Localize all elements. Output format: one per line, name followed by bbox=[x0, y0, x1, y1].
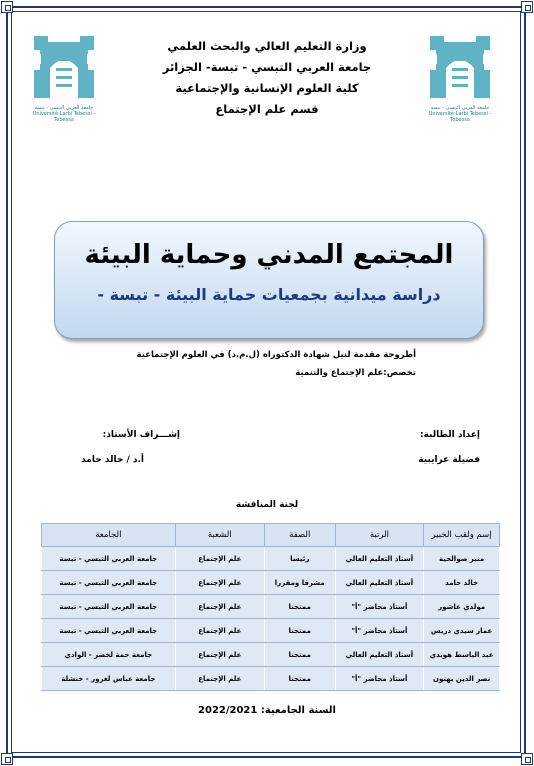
cell-university: جامعة عباس لغرور - خنشلة bbox=[42, 667, 176, 691]
university-logo-left bbox=[32, 34, 96, 123]
supervisor-label: إشـــراف الأستاذ: bbox=[102, 430, 180, 440]
thesis-title: المجتمع المدني وحماية البيئة bbox=[84, 240, 454, 270]
column-header-university: الجامعة bbox=[42, 524, 176, 547]
column-header-rank: الرتبة bbox=[335, 524, 424, 547]
ministry-name: وزارة التعليم العالي والبحث العلمي bbox=[167, 39, 367, 53]
table-row bbox=[42, 643, 500, 667]
cell-role: ممتحنا bbox=[264, 619, 335, 643]
university-logo-right bbox=[428, 34, 492, 123]
table-row bbox=[42, 667, 500, 691]
cell-field: علم الإجتماع bbox=[175, 595, 264, 619]
border-corner bbox=[1, 1, 13, 13]
table-header-row bbox=[42, 524, 500, 547]
cell-role: رئيسا bbox=[264, 547, 335, 571]
cell-rank: أستاذ التعليم العالي bbox=[335, 571, 424, 595]
cell-field: علم الإجتماع bbox=[175, 619, 264, 643]
cell-name: عبد الباسط هويدي bbox=[424, 643, 500, 667]
university-emblem bbox=[32, 34, 96, 104]
student-name: فضيلة عرايبية bbox=[418, 455, 480, 465]
thesis-subtitle: دراسة ميدانية بجمعيات حماية البيئة - تبسة - bbox=[97, 285, 441, 304]
table-row bbox=[42, 619, 500, 643]
logo-name-fr: Université Larbi Tebessi - Tébessa bbox=[428, 111, 492, 123]
degree-line: أطروحة مقدمة لنيل شهادة الدكتوراه (ل.م.د) في العلوم الإجتماعية bbox=[136, 350, 416, 360]
cell-rank: أستاذ التعليم العالي bbox=[335, 547, 424, 571]
column-header-name: إسم ولقب الخبير bbox=[424, 524, 500, 547]
border-corner bbox=[521, 1, 533, 13]
logo-name-ar: جامعة العربي التبسي - تبسة bbox=[34, 105, 94, 111]
cell-field: علم الإجتماع bbox=[175, 571, 264, 595]
cell-university: جامعة العربي التبسي - تبسة bbox=[42, 619, 176, 643]
cell-rank: أستاذ محاضر "أ" bbox=[335, 667, 424, 691]
cell-role: مشرفا ومقررا bbox=[264, 571, 335, 595]
cell-university: جامعة العربي التبسي - تبسة bbox=[42, 571, 176, 595]
supervisor-name: أ.د / خالد حامد bbox=[81, 455, 144, 465]
cell-name: منير صوالحية bbox=[424, 547, 500, 571]
cell-field: علم الإجتماع bbox=[175, 643, 264, 667]
academic-year: السنة الجامعية: 2022/2021 bbox=[198, 705, 336, 716]
column-header-role: الصفة bbox=[264, 524, 335, 547]
cell-role: ممتحنا bbox=[264, 595, 335, 619]
committee-table bbox=[41, 523, 500, 691]
column-header-field: الشعبة bbox=[175, 524, 264, 547]
cell-rank: أستاذ التعليم العالي bbox=[335, 643, 424, 667]
border-corner bbox=[1, 753, 13, 765]
faculty-name: كلية العلوم الإنسانية والإجتماعية bbox=[175, 81, 359, 95]
border-corner bbox=[521, 753, 533, 765]
table-row bbox=[42, 547, 500, 571]
logo-name-fr: Université Larbi Tebessi - Tébessa bbox=[32, 111, 96, 123]
cell-field: علم الإجتماع bbox=[175, 667, 264, 691]
student-label: إعداد الطالبة: bbox=[420, 430, 480, 440]
cell-rank: أستاذ محاضر "أ" bbox=[335, 619, 424, 643]
cell-field: علم الإجتماع bbox=[175, 547, 264, 571]
thesis-description bbox=[96, 346, 416, 382]
table-row bbox=[42, 571, 500, 595]
specialty-line: تخصص:علم الإجتماع والتنمية bbox=[295, 368, 416, 378]
cell-university: جامعة العربي التبسي - تبسة bbox=[42, 595, 176, 619]
committee-title: لجنة المناقشة bbox=[235, 500, 299, 510]
cell-role: ممتحنا bbox=[264, 667, 335, 691]
university-emblem bbox=[428, 34, 492, 104]
university-name: جامعة العربي التبسي - تبسة- الجزائر bbox=[162, 60, 372, 74]
cell-role: ممتحنا bbox=[264, 643, 335, 667]
cell-name: خالد حامد bbox=[424, 571, 500, 595]
cell-rank: أستاذ محاضر "أ" bbox=[335, 595, 424, 619]
department-name: قسم علم الإجتماع bbox=[215, 102, 319, 116]
logo-name-ar: جامعة العربي التبسي - تبسة bbox=[430, 105, 490, 111]
institution-header bbox=[120, 36, 414, 120]
table-row bbox=[42, 595, 500, 619]
cell-name: مولدي عاشور bbox=[424, 595, 500, 619]
cell-university: جامعة العربي التبسي - تبسة bbox=[42, 547, 176, 571]
title-box bbox=[54, 221, 484, 339]
cell-name: نصر الدين بهتون bbox=[424, 667, 500, 691]
cell-name: عمار سيدي دريس bbox=[424, 619, 500, 643]
cell-university: جامعة حمة لخضر - الوادي bbox=[42, 643, 176, 667]
